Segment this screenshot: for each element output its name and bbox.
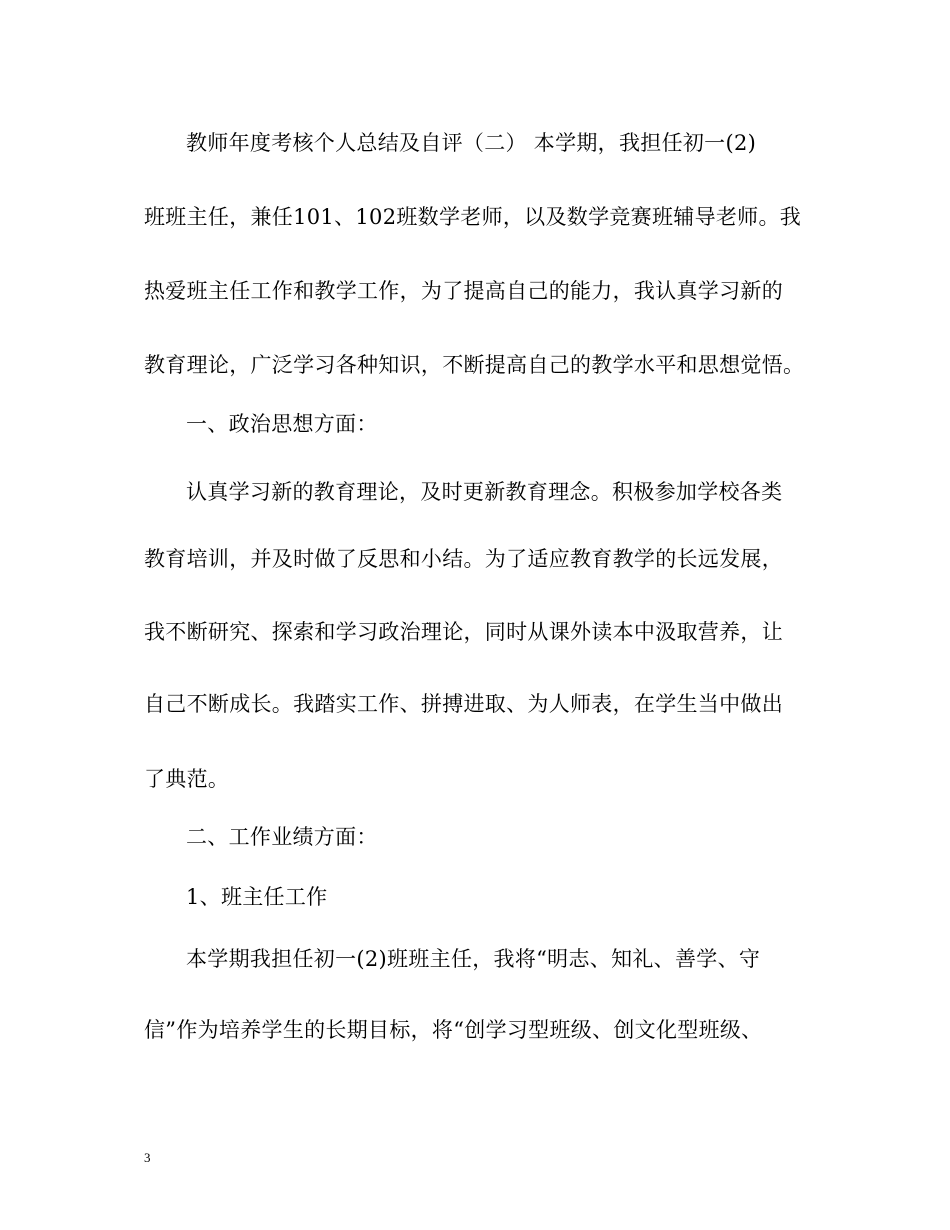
text-line: 教育理论，广泛学习各种知识，不断提高自己的教学水平和思想觉悟。: [144, 353, 805, 377]
subsection-heading-class-teacher: 1、班主任工作: [186, 885, 328, 909]
text-line: 教育培训，并及时做了反思和小结。为了适应教育教学的长远发展，: [144, 547, 783, 571]
text-line: 信”作为培养学生的长期目标，将“创学习型班级、创文化型班级、: [144, 1018, 763, 1042]
text-line-title: 教师年度考核个人总结及自评（二） 本学期，我担任初一(2): [186, 131, 757, 155]
text-line: 班班主任，兼任101、102班数学老师，以及数学竞赛班辅导老师。我: [144, 205, 802, 229]
text-line: 我不断研究、探索和学习政治理论，同时从课外读本中汲取营养，让: [144, 620, 783, 644]
text-line: 本学期我担任初一(2)班班主任，我将“明志、知礼、善学、守: [186, 947, 761, 971]
text-line: 了典范。: [144, 767, 230, 791]
text-line: 认真学习新的教育理论，及时更新教育理念。积极参加学校各类: [186, 480, 783, 504]
text-line: 热爱班主任工作和教学工作，为了提高自己的能力，我认真学习新的: [144, 279, 783, 303]
section-heading-performance: 二、工作业绩方面：: [186, 825, 378, 849]
text-line: 自己不断成长。我踏实工作、拼搏进取、为人师表，在学生当中做出: [144, 692, 783, 716]
section-heading-politics: 一、政治思想方面：: [186, 412, 378, 436]
page-number: 3: [144, 1150, 151, 1165]
